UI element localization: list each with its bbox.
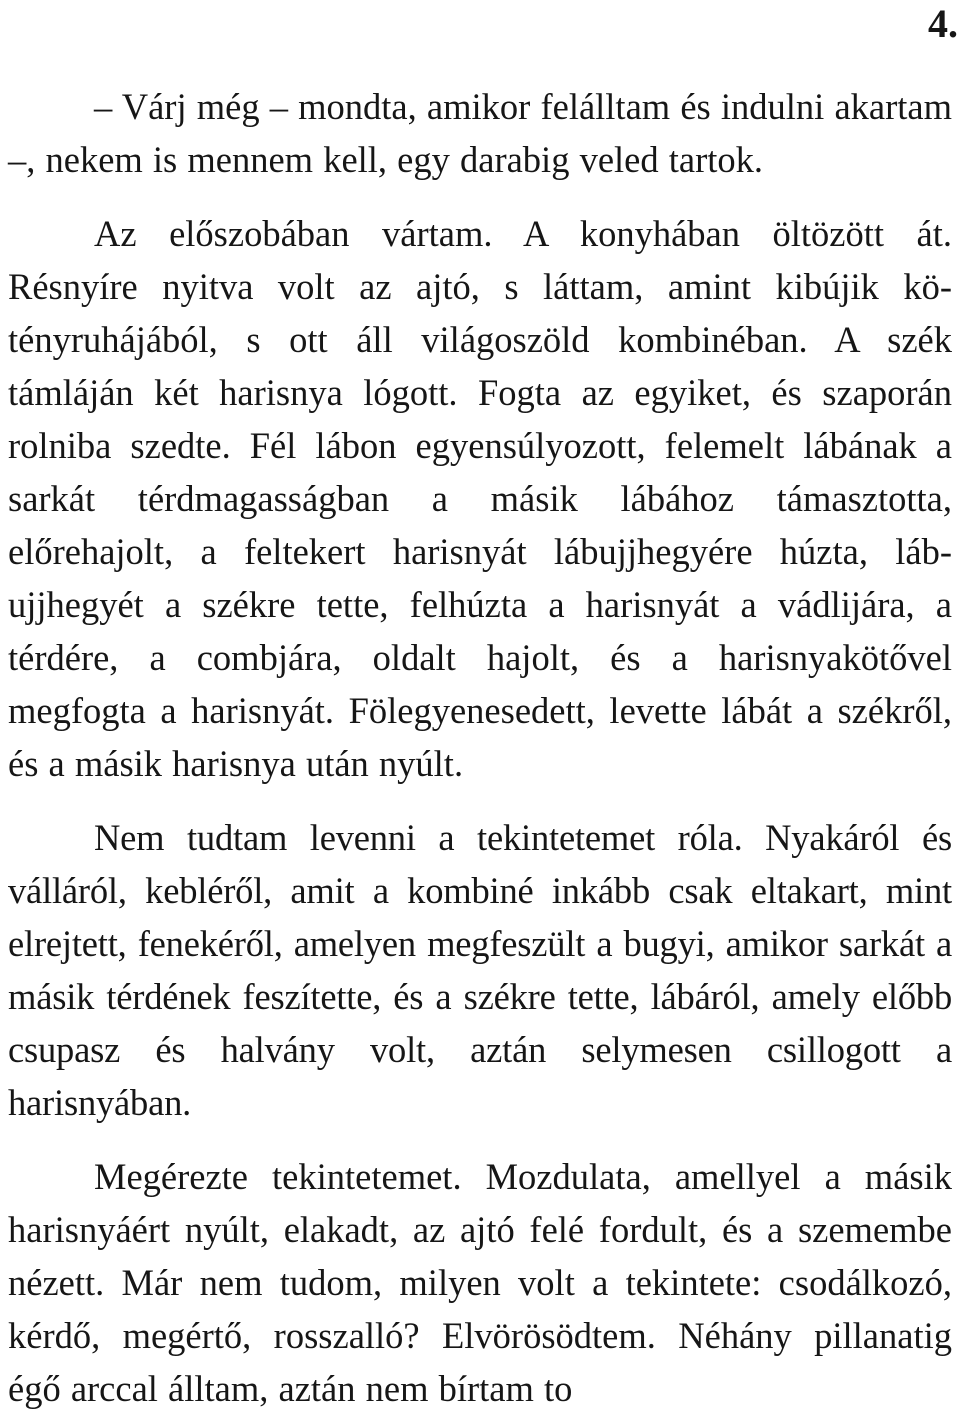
paragraph-1: – Várj még – mondta, amikor felálltam és indulni akartam –, nekem is mennem kell, egy darabig veled tartok. [8,86,952,180]
paragraph-3: Nem tudtam levenni a tekintetemet róla. Nyakáról és válláról, kebléről, amit a kombiné inkább csak eltakart, mint elrejtett, fenekéről, amelyen megfeszült a bugyi, amikor sarkát a másik térdének feszítette, és a székre tette, lábáról, amely előbb csupasz és halvány volt, aztán selymesen csillogott a harisnyában. [8,817,952,1123]
paragraph-4: Megérezte tekintetemet. Mozdulata, amellyel a másik harisnyáért nyúlt, elakadt, az ajtó felé fordult, és a szemembe nézett. Már nem tudom, milyen volt a tekintete: csodálkozó, kérdő, megértő, rosszalló? Elvörösödtem. Néhány pillanatig égő arccal álltam, aztán nem bírtam to [8,1156,952,1409]
paragraph-2: Az előszobában vártam. A konyhában öltözött át. Résnyíre nyitva volt az ajtó, s láttam, amint kibújik kötényruhájából, s ott áll világoszöld kombinéban. A szék támláján két harisnya lógott. Fogta az egyiket, és szaporán rolniba szedte. Fél lábon egyensúlyozott, felemelt lábának a sarkát térdmagasságban a másik lábához támasztotta, előrehajolt, a feltekert harisnyát lábujjhegyére húzta, lábujjhegyét a székre tette, felhúzta a harisnyát a vádlijára, a térdére, a combjára, oldalt hajolt, és a harisnyakötővel megfogta a harisnyát. Fölegyenesedett, levette lábát a székről, és a másik harisnya után nyúlt. [8,213,952,784]
chapter-body [8,80,952,1415]
chapter-number: 4. [928,1,958,46]
book-page [8,0,958,1409]
